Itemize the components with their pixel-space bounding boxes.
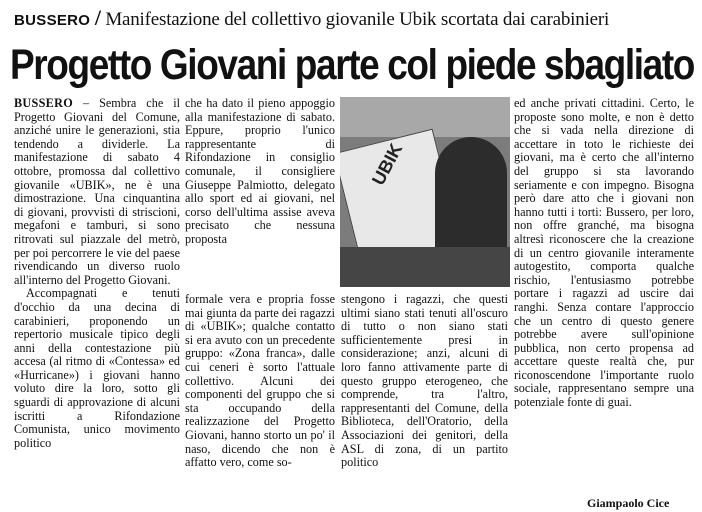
headline: Progetto Giovani parte col piede sbagliato <box>10 41 694 89</box>
crowd-shadow <box>340 247 510 287</box>
paragraph: formale vera e propria fosse mai giunta da parte dei ragazzi di «UBIK»; qualche contatto si era avuto con un precedente gruppo: «Zona franca», dalle cui ceneri è sorto l'attuale collettivo. Alcuni dei componenti del gruppo che si sta occupando della realizzazione del Progetto Giovani, hanno storto un po' il naso, dicendo che non è affatto vero, come so- <box>185 293 335 470</box>
paragraph: Accompagnati e tenuti d'occhio da una decina di carabinieri, proponendo un repertorio musicale tipico degli anni della contestazione più accesa (al ritmo di «Contessa» ed «Hurricane») i giovani hanno voluto dire la loro, sotto gli sguardi di approvazione di alcuni iscritti a Rifondazione Comunista, unico movimento politico <box>14 286 180 450</box>
paragraph: che ha dato il pieno appoggio alla manifestazione di sabato. Eppure, proprio l'unico rappresentante di Rifondazione in consiglio comunale, il consigliere Giuseppe Palmiotto, delegato allo sport ed ai giovani, nel corso dell'ultima assise aveva precisato che nessuna proposta <box>185 97 335 246</box>
article-column-4 <box>514 97 694 497</box>
paragraph: stengono i ragazzi, che questi ultimi siano stati tenuti all'oscuro di tutto o non siano stati sufficientemente presi in considerazione; anzi, alcuni di loro fanno attivamente parte di questo gruppo eterogeneo, che comprende, tra l'altro, rappresentanti del Comune, della Biblioteca, dell'Oratorio, della Associazioni dei genitori, della ASL di zona, di un partito politico <box>341 293 508 470</box>
article-column-1 <box>14 97 180 507</box>
paragraph <box>14 97 180 287</box>
author-signature: Giampaolo Cice <box>587 496 670 510</box>
kicker-text: Manifestazione del collettivo giovanile Ubik scortata dai carabinieri <box>105 9 610 30</box>
kicker-location: BUSSERO <box>14 12 91 29</box>
article-column-2-bottom <box>185 293 335 507</box>
paragraph-text: – Sembra che il Progetto Giovani del Comune, anziché unire le generazioni, stia tendendo a dividerle. La manifestazione di sabato 4 ottobre, promossa dal collettivo giovanile «UBIK», ne è una dimostrazione. Una cinquantina di giovani, provvisti di striscioni, megafoni e tamburi, si sono ritrovati sul piazzale del metrò, per poi percorrere le vie del paese rivendicando un diverso ruolo all'interno del Progetto Giovani. <box>14 97 180 287</box>
article-column-3 <box>341 293 508 507</box>
paragraph: ed anche privati cittadini. Certo, le proposte sono molte, e non è detto che si vada nella direzione di accettare in toto le richieste dei giovani, ma è certo che all'interno del gruppo si sta lavorando seriamente e con impegno. Bisogna però dare atto che i giovani non hanno tutti i torti: Bussero, per loro, non offre granché, ma bisogna altresì riconoscere che la creazione di un centro giovanile interamente autogestito, comporta qualche rischio, l'entusiasmo potrebbe portare i ragazzi ad uscire dai ranghi. Senza contare l'approccio che un centro di questo genere potrebbe avere sull'opinione pubblica, non certo propensa ad accettare queste realtà che, pur riconoscendone l'importante ruolo sociale, rappresentano sempre una potenziale fonte di guai. <box>514 97 694 410</box>
kicker <box>14 6 694 33</box>
kicker-separator: / <box>94 5 101 30</box>
dateline: BUSSERO <box>14 97 73 110</box>
article-column-2-top <box>185 97 335 293</box>
news-photo <box>340 97 510 287</box>
banner-text: UBIK <box>368 140 407 189</box>
